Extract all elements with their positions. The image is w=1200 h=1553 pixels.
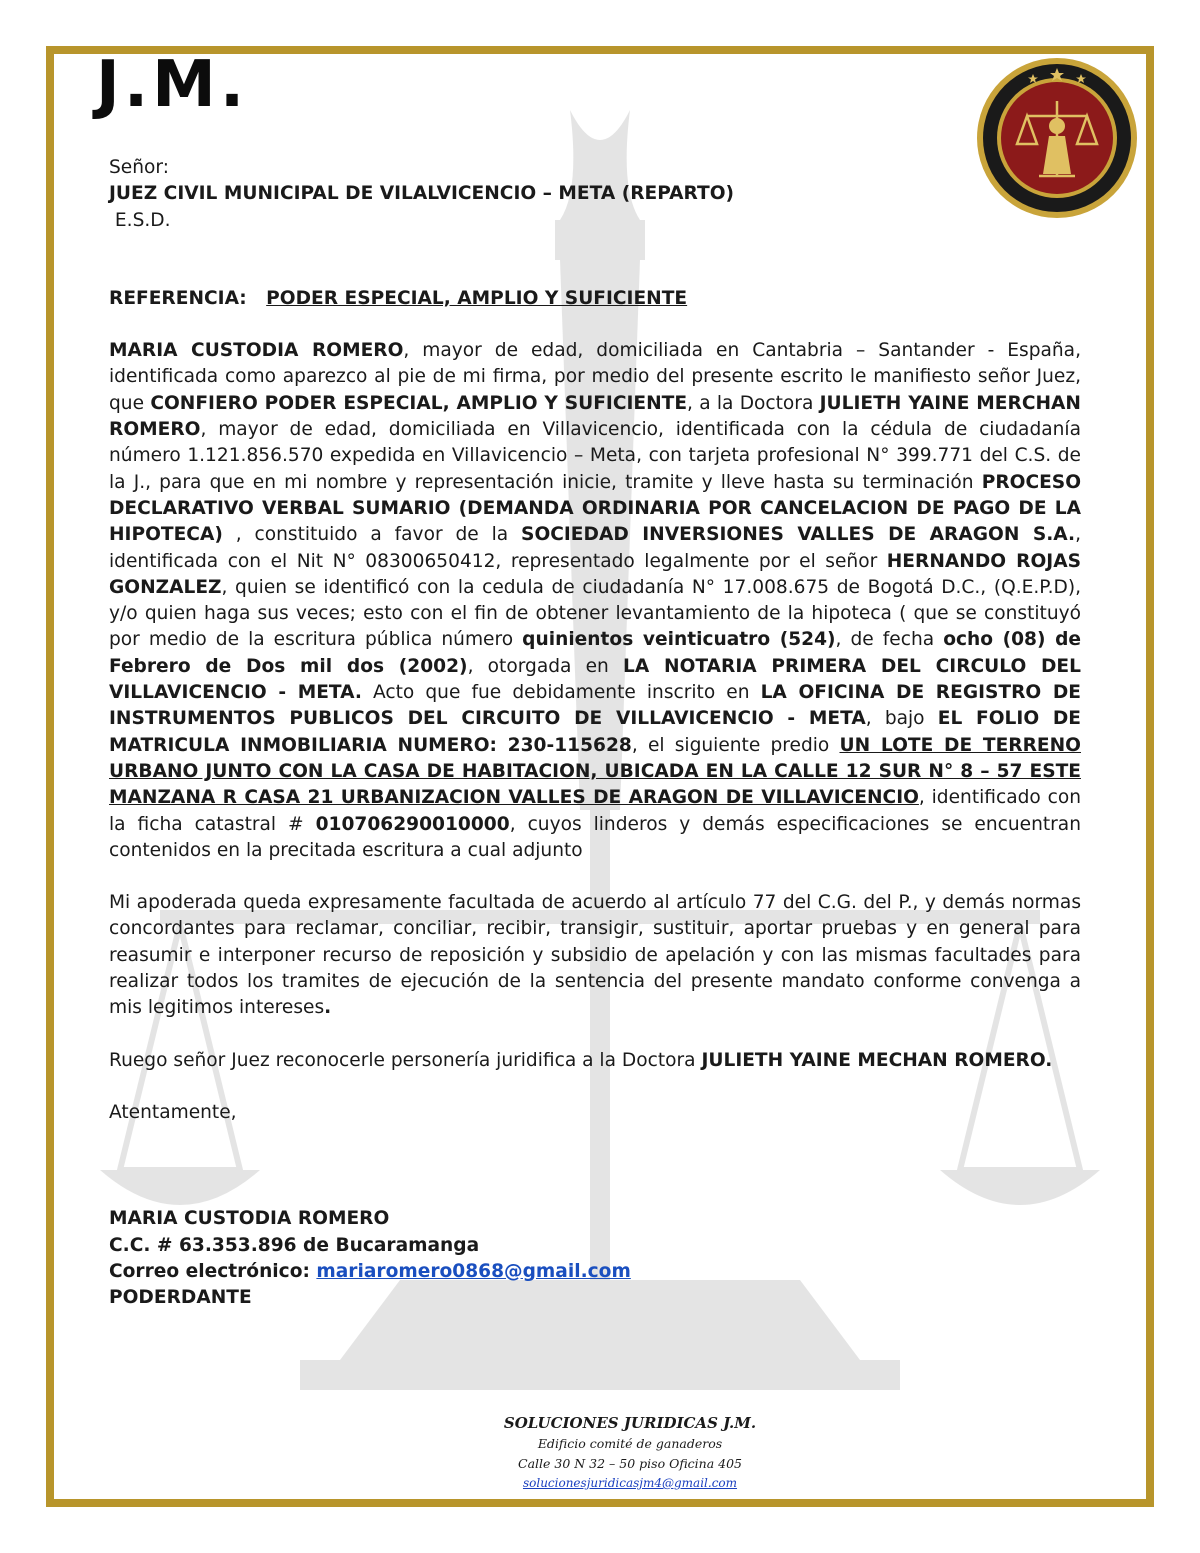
footer-building: Edificio comité de ganaderos bbox=[537, 1436, 723, 1451]
text-run: 010706290010000 bbox=[315, 813, 510, 835]
text-run: . bbox=[324, 997, 332, 1019]
reference-value: PODER ESPECIAL, AMPLIO Y SUFICIENTE bbox=[266, 287, 688, 309]
recipient-esd: E.S.D. bbox=[114, 209, 171, 231]
text-run: JULIETH YAINE MECHAN ROMERO. bbox=[701, 1049, 1053, 1071]
text-run: , cuyos linderos y demás especificaciones se encuentran contenidos en la precitada escritura a cual adjunto bbox=[109, 813, 1081, 861]
text-run: Ruego señor Juez reconocerle personería juridifica a la Doctora bbox=[109, 1049, 702, 1071]
text-run: , el siguiente predio bbox=[631, 734, 840, 756]
text-run: , otorgada en bbox=[467, 655, 624, 677]
text-run: ocho (08) de Febrero de Dos mil dos (2002) bbox=[109, 629, 1082, 677]
signer-name: MARIA CUSTODIA ROMERO bbox=[109, 1208, 390, 1230]
text-run: quinientos veinticuatro (524) bbox=[522, 629, 836, 651]
signer-email-link[interactable]: mariaromero0868@gmail.com bbox=[316, 1260, 631, 1282]
footer bbox=[440, 1412, 820, 1492]
text-run: HERNANDO ROJAS GONZALEZ bbox=[109, 550, 1081, 598]
text-run: , mayor de edad, domiciliada en Villavicencio, identificada con la cédula de ciudadanía número 1.121.856.570 expedida en Villavicencio – Meta, con tarjeta profesional N° 399.771 del C.S. de la J., para que en mi nombre y representación inicie, tramite y lleve hasta su terminación bbox=[109, 419, 1081, 493]
text-run: , quien se identificó con la cedula de ciudadanía N° 17.008.675 de Bogotá D.C., (Q.E.P.D), y/o quien haga sus veces; esto con el fin de obtener levantamiento de la hipoteca ( que se constituyó por medio de la escritura pública número bbox=[109, 576, 1081, 651]
paragraph-request bbox=[109, 1048, 1081, 1074]
paragraph-faculties bbox=[109, 890, 1081, 1021]
text-run: , de fecha bbox=[835, 629, 944, 651]
firm-logo: J.M. bbox=[96, 48, 249, 122]
closing: Atentamente, bbox=[109, 1101, 237, 1123]
text-run: , bajo bbox=[865, 708, 938, 730]
footer-email-link[interactable]: solucionesjuridicasjm4@gmail.com bbox=[522, 1476, 738, 1490]
signer-id: C.C. # 63.353.896 de Bucaramanga bbox=[109, 1234, 480, 1256]
text-run: Mi apoderada queda expresamente facultada de acuerdo al artículo 77 del C.G. del P., y demás normas concordantes para reclamar, conciliar, recibir, transigir, sustituir, aportar pruebas y en general para reasumir e interponer recurso de reposición y subsidio de apelación y con las mismas facultades para realizar todos los tramites de ejecución de la sentencia del presente mandato conforme convenga a mis legitimos intereses bbox=[109, 892, 1081, 1019]
salutation: Señor: bbox=[109, 157, 169, 178]
footer-firm: SOLUCIONES JURIDICAS J.M. bbox=[503, 1414, 757, 1432]
reference-label: REFERENCIA: bbox=[109, 287, 247, 309]
text-run: CONFIERO PODER ESPECIAL, AMPLIO Y SUFICIENTE bbox=[150, 392, 688, 414]
text-run: , constituido a favor de la bbox=[222, 524, 522, 546]
letter-body bbox=[109, 155, 1081, 1311]
text-run: , identificada con el Nit N° 08300650412, representado legalmente por el señor bbox=[109, 524, 1081, 572]
reference-line bbox=[109, 286, 1081, 312]
text-run: , identificado con la ficha catastral # bbox=[109, 787, 1081, 835]
text-run: UN LOTE DE TERRENO URBANO JUNTO CON LA CASA DE HABITACION, UBICADA EN LA CALLE 12 SUR N° 8 – 57 ESTE MANZANA R CASA 21 URBANIZACION VALLES DE ARAGON DE VILLAVICENCIO bbox=[109, 734, 1081, 809]
text-run: LA NOTARIA PRIMERA DEL CIRCULO DEL VILLAVICENCIO - META. bbox=[109, 655, 1081, 704]
text-run: MARIA CUSTODIA ROMERO bbox=[109, 340, 404, 362]
signer-role: PODERDANTE bbox=[109, 1287, 252, 1309]
signer-email-line bbox=[109, 1259, 1081, 1285]
text-run: SOCIEDAD INVERSIONES VALLES DE ARAGON S.A. bbox=[521, 524, 1076, 546]
text-run: LA OFICINA DE REGISTRO DE INSTRUMENTOS PUBLICOS DEL CIRCUITO DE VILLAVICENCIO - META bbox=[109, 682, 1081, 730]
text-run: EL FOLIO DE MATRICULA INMOBILIARIA NUMERO: 230-115628 bbox=[109, 708, 1081, 756]
text-run: , a la Doctora bbox=[687, 392, 820, 414]
text-run: Acto que fue debidamente inscrito en bbox=[361, 682, 761, 704]
signer-email-label: Correo electrónico: bbox=[109, 1260, 317, 1282]
text-run: , mayor de edad, domiciliada en Cantabria – Santander - España, identificada como aparezco al pie de mi firma, por medio del presente escrito le manifiesto señor Juez, que bbox=[109, 340, 1081, 414]
paragraph-power-of-attorney bbox=[109, 338, 1081, 864]
footer-address: Calle 30 N 32 – 50 piso Oficina 405 bbox=[518, 1456, 742, 1471]
text-run: PROCESO DECLARATIVO VERBAL SUMARIO (DEMANDA ORDINARIA POR CANCELACION DE PAGO DE LA HIPOTECA) bbox=[109, 471, 1081, 546]
text-run: JULIETH YAINE MERCHAN ROMERO bbox=[109, 392, 1081, 441]
recipient-name: JUEZ CIVIL MUNICIPAL DE VILALVICENCIO – META (REPARTO) bbox=[109, 183, 735, 205]
